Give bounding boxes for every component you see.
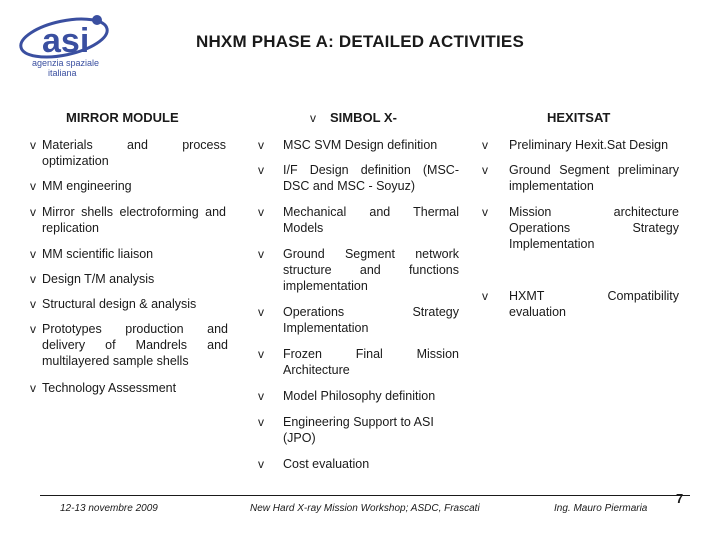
bullet-icon: v — [482, 163, 488, 177]
page-number: 7 — [676, 491, 684, 506]
logo-line1: agenzia spaziale — [32, 58, 100, 68]
bullet-icon: v — [258, 247, 264, 261]
bullet-icon: v — [482, 289, 488, 303]
mirror-module-heading: MIRROR MODULE — [66, 110, 179, 125]
mirror-item: v Prototypes production and delivery of Mandrels and multilayered sample shells — [30, 322, 228, 368]
logo-line2: italiana — [48, 68, 77, 78]
bullet-icon: v — [258, 138, 264, 152]
simbol-heading-wrap — [310, 110, 397, 125]
bullet-icon: v — [30, 247, 36, 261]
footer-date: 12-13 novembre 2009 — [60, 503, 158, 514]
asi-logo — [14, 8, 122, 84]
bullet-icon: v — [258, 163, 264, 177]
mirror-item: v Structural design & analysis — [30, 297, 197, 311]
bullet-icon: v — [30, 381, 36, 395]
svg-text:asi: asi — [42, 22, 90, 60]
mirror-item: v Design T/M analysis — [30, 272, 155, 286]
asi-logo-mark — [14, 8, 122, 84]
bullet-icon: v — [30, 138, 36, 152]
bullet-icon: v — [30, 297, 36, 311]
hexitsat-heading: HEXITSAT — [547, 110, 611, 125]
slide-title: NHXM PHASE A: DETAILED ACTIVITIES — [195, 32, 525, 51]
bullet-icon: v — [310, 111, 316, 125]
footer-author: Ing. Mauro Piermaria — [554, 503, 648, 514]
mirror-item: v Technology Assessment — [30, 381, 177, 395]
bullet-icon: v — [30, 322, 36, 336]
bullet-icon: v — [258, 205, 264, 219]
simbol-heading: SIMBOL X- — [330, 110, 397, 125]
mirror-item: v Materials and process optimization — [30, 138, 226, 168]
bullet-icon: v — [30, 179, 36, 193]
bullet-icon: v — [30, 205, 36, 219]
bullet-icon: v — [258, 347, 264, 361]
bullet-icon: v — [482, 138, 488, 152]
bullet-icon: v — [258, 415, 264, 429]
mirror-item: v MM engineering — [30, 179, 132, 193]
bullet-icon: v — [258, 305, 264, 319]
bullet-icon: v — [258, 389, 264, 403]
mirror-item: v Mirror shells electroforming and replication — [30, 205, 226, 235]
bullet-icon: v — [482, 205, 488, 219]
mirror-item: v MM scientific liaison — [30, 247, 154, 261]
footer-workshop: New Hard X-ray Mission Workshop; ASDC, Frascati — [250, 503, 480, 514]
bullet-icon: v — [30, 272, 36, 286]
bullet-icon: v — [258, 457, 264, 471]
footer-divider — [40, 495, 690, 496]
